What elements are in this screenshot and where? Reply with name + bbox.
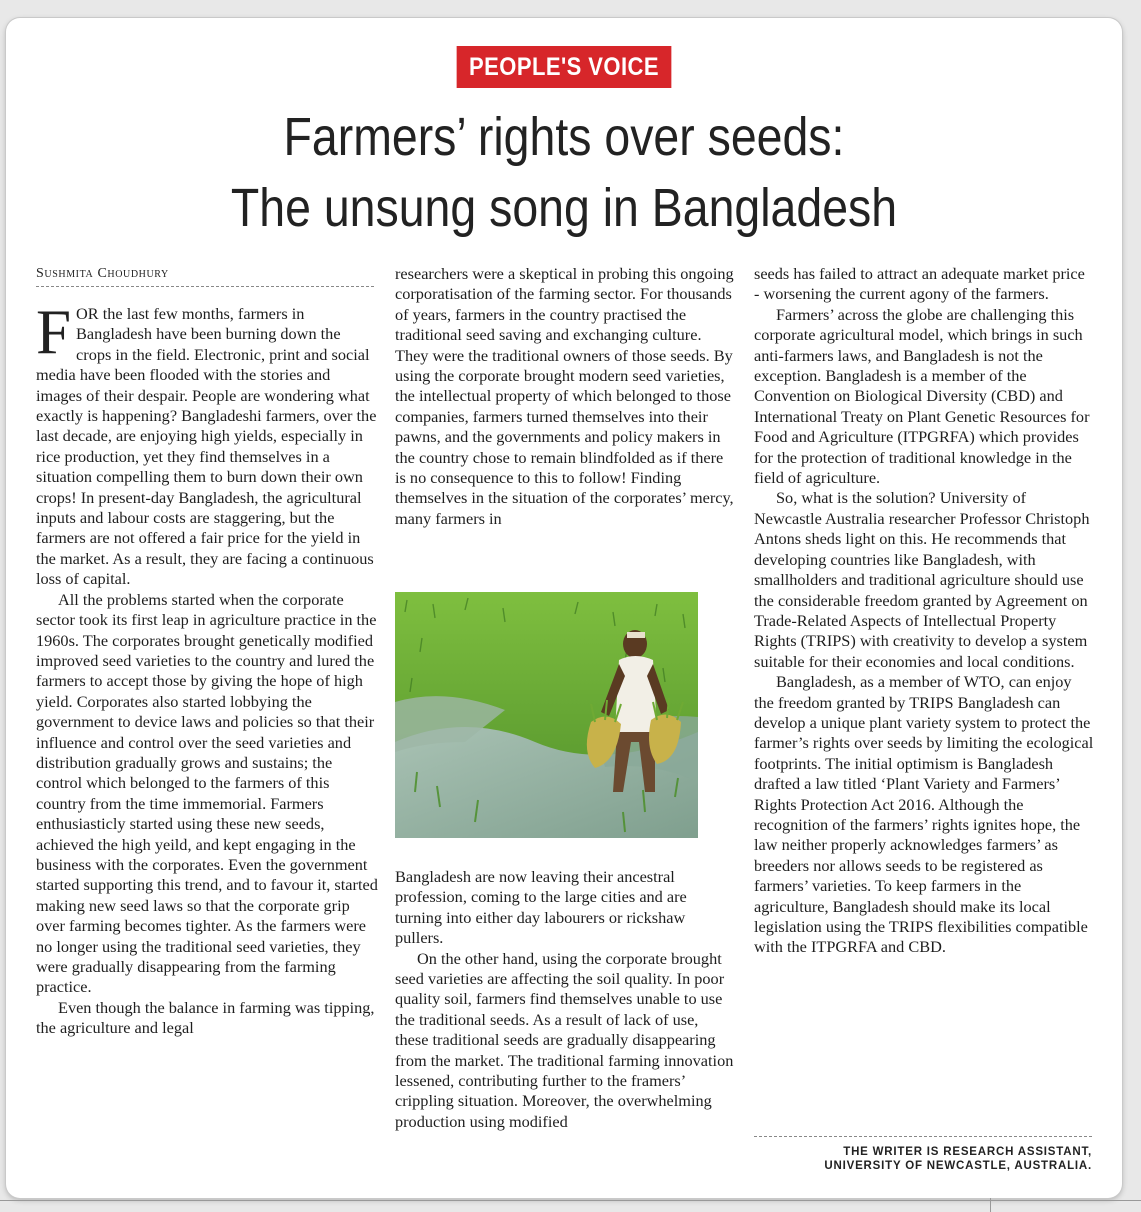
article-column-2-bottom	[395, 867, 735, 1132]
article-page	[6, 18, 1122, 1198]
page-edge-tick	[990, 1198, 991, 1212]
headline	[6, 102, 1122, 244]
paragraph-2: All the problems started when the corporate sector took its first leap in agriculture practice in the 1960s. The corporates brought genetically modified improved seed varieties to the country and lured the farmers to accept those by giving the hope of high yield. Corporates also started lobbying the government to device laws and policies so that their influence and control over the seed varieties and distribution gradually grows and sustains; the control which belonged to the farmers of this country from the time immemorial. Farmers enthusiasticly started using these new seeds, achieved the high yeild, and kept engaging in the business with the corporates. Even the government started supporting this trend, and to favour it, started making new seed laws so that the corporate grip over farming becomes tighter. As the farmers were no longer using the traditional seed varieties, they were gradually disappearing from the farming practice.	[36, 589, 378, 997]
photo-illustration	[395, 592, 698, 838]
paragraph-1-text: OR the last few months, farmers in Bangladesh have been burning down the crops in the field. Electronic, print and social media have been flooded with the stories and images of their despair. People are wondering what exactly is happening? Bangladeshi farmers, over the last decade, are enjoying high yields, especially in rice production, yet they find themselves in a situation compelling them to burn down their own crops! In present-day Bangladesh, the agricultural inputs and labour costs are staggering, but the farmers are not offered a fair price for the yield in the market. As a result, they are facing a continuous loss of capital.	[36, 304, 377, 589]
author-note-line-1: THE WRITER IS RESEARCH ASSISTANT,	[843, 1146, 1092, 1158]
drop-cap: F	[36, 297, 72, 367]
paragraph-3-start: Even though the balance in farming was tipping, the agriculture and legal	[36, 997, 375, 1038]
paragraph-5: Farmers’ across the globe are challenging this corporate agricultural model, which brings in such anti-farmers laws, and Bangladesh is not the exception. Bangladesh is a member of the Convention on Biological Diversity (CBD) and International Treaty on Plant Genetic Resources for Food and Agriculture (ITPGRFA) which provides for the protection of traditional knowledge in the field of agriculture.	[754, 304, 1090, 488]
author-note-line-2: UNIVERSITY OF NEWCASTLE, AUSTRALIA.	[824, 1160, 1092, 1172]
article-column-3	[754, 264, 1094, 958]
byline: Sushmita Choudhury	[36, 266, 374, 287]
article-column-1	[36, 297, 378, 1039]
farmer-rice-field-photo	[395, 592, 698, 838]
headline-line-1: Farmers’ rights over seeds:	[283, 107, 845, 167]
paragraph-6: So, what is the solution? University of Newcastle Australia researcher Professor Christoph Antons sheds light on this. He recommends that developing countries like Bangladesh, with smallholders and traditional agriculture should use the considerable freedom granted by Agreement on Trade-Related Aspects of Intellectual Property Rights (TRIPS) with creativity to develop a system suitable for their economies and local conditions.	[754, 488, 1090, 671]
paragraph-7: Bangladesh, as a member of WTO, can enjoy the freedom granted by TRIPS Bangladesh can develop a unique plant variety system to protect the farmer’s rights over seeds by limiting the ecological footprints. The initial optimism is Bangladesh drafted a law titled ‘Plant Variety and Farmers’ Rights Protection Act 2016. Although the recognition of the farmers’ rights ignites hope, the law neither properly acknowledges farmers’ as breeders nor allows seeds to be registered as farmers’ varieties. To keep farmers in the agriculture, Bangladesh should make its local legislation using the TRIPS flexibilities compatible with the ITPGRFA and CBD.	[754, 672, 1094, 957]
paragraph-3-end: Bangladesh are now leaving their ancestral profession, coming to the large cities and are turning into either day labourers or rickshaw pullers.	[395, 867, 687, 948]
page-edge-line	[0, 1200, 1141, 1201]
paragraph-4-continued: seeds has failed to attract an adequate market price - worsening the current agony of the farmers.	[754, 264, 1085, 304]
headline-line-2: The unsung song in Bangladesh	[230, 178, 898, 238]
footnote-divider	[754, 1136, 1092, 1137]
paragraph-4: On the other hand, using the corporate brought seed varieties are affecting the soil quality. In poor quality soil, farmers find themselves unable to use the traditional seeds. As a result of lack of use, these traditional seeds are gradually disappearing from the market. The traditional farming innovation lessened, contributing further to the framers’ crippling situation. Moreover, the overwhelming production using modified	[395, 948, 734, 1131]
paragraph-3-continued: researchers were a skeptical in probing this ongoing corporatisation of the farming sector. For thousands of years, farmers in the country practised the traditional seed saving and exchanging culture. They were the traditional owners of those seeds. By using the corporate brought modern seed varieties, the intellectual property of which belonged to those companies, farmers turned themselves into their pawns, and the governments and policy makers in the country chose to remain blindfolded as if there is no consequence to this to follow! Finding themselves in the situation of the corporates’ mercy, many farmers in	[395, 264, 734, 528]
paragraph-1	[36, 297, 378, 590]
section-label: PEOPLE'S VOICE	[457, 46, 672, 88]
article-column-2-top	[395, 264, 735, 529]
author-note	[732, 1145, 1092, 1173]
